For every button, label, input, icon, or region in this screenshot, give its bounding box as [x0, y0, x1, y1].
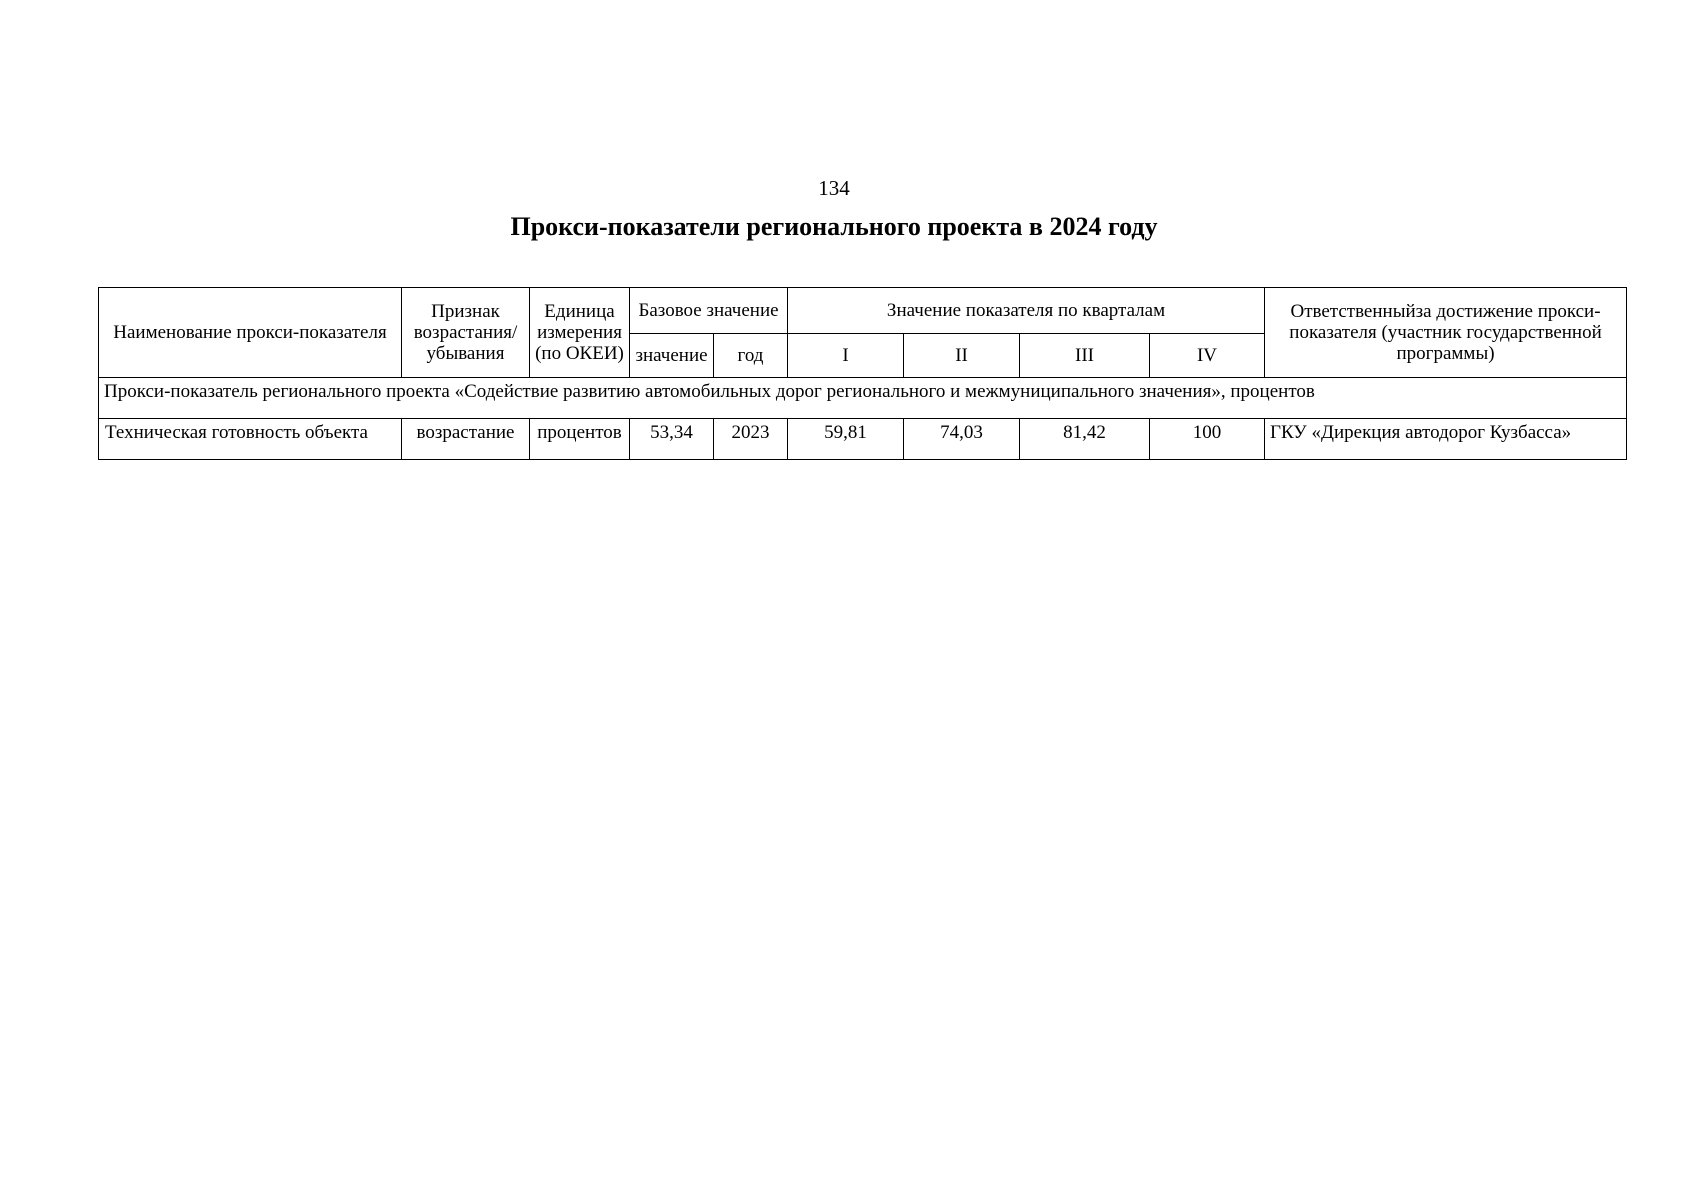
header-trend: Признак возрастания/ убывания	[402, 288, 530, 378]
header-quarters-group: Значение показателя по кварталам	[788, 288, 1265, 334]
header-responsible: Ответственныйза достижение прокси-показателя (участник государственной программы)	[1265, 288, 1627, 378]
header-q3: III	[1020, 334, 1150, 378]
header-base-year: год	[714, 334, 788, 378]
cell-trend: возрастание	[402, 419, 530, 460]
header-unit: Единица измерения (по ОКЕИ)	[530, 288, 630, 378]
page-number: 134	[818, 176, 850, 200]
cell-base-year: 2023	[714, 419, 788, 460]
header-q4: IV	[1150, 334, 1265, 378]
header-base-value: значение	[630, 334, 714, 378]
cell-responsible: ГКУ «Дирекция автодорог Кузбасса»	[1265, 419, 1627, 460]
cell-unit: процентов	[530, 419, 630, 460]
header-name: Наименование прокси-показателя	[99, 288, 402, 378]
cell-base-value: 53,34	[630, 419, 714, 460]
header-q2: II	[904, 334, 1020, 378]
table-header-row	[99, 288, 1627, 334]
cell-name: Техническая готовность объекта	[99, 419, 402, 460]
header-q1: I	[788, 334, 904, 378]
section-row	[99, 378, 1627, 419]
cell-q2: 74,03	[904, 419, 1020, 460]
proxy-indicators-table	[98, 287, 1627, 460]
table-row	[99, 419, 1627, 460]
cell-q1: 59,81	[788, 419, 904, 460]
cell-q4: 100	[1150, 419, 1265, 460]
header-base-group: Базовое значение	[630, 288, 788, 334]
cell-q3: 81,42	[1020, 419, 1150, 460]
section-title: Прокси-показатель регионального проекта «Содействие развитию автомобильных дорог регионального и межмуниципального значения», процентов	[99, 378, 1627, 419]
page-title: Прокси-показатели регионального проекта в 2024 году	[510, 212, 1158, 241]
